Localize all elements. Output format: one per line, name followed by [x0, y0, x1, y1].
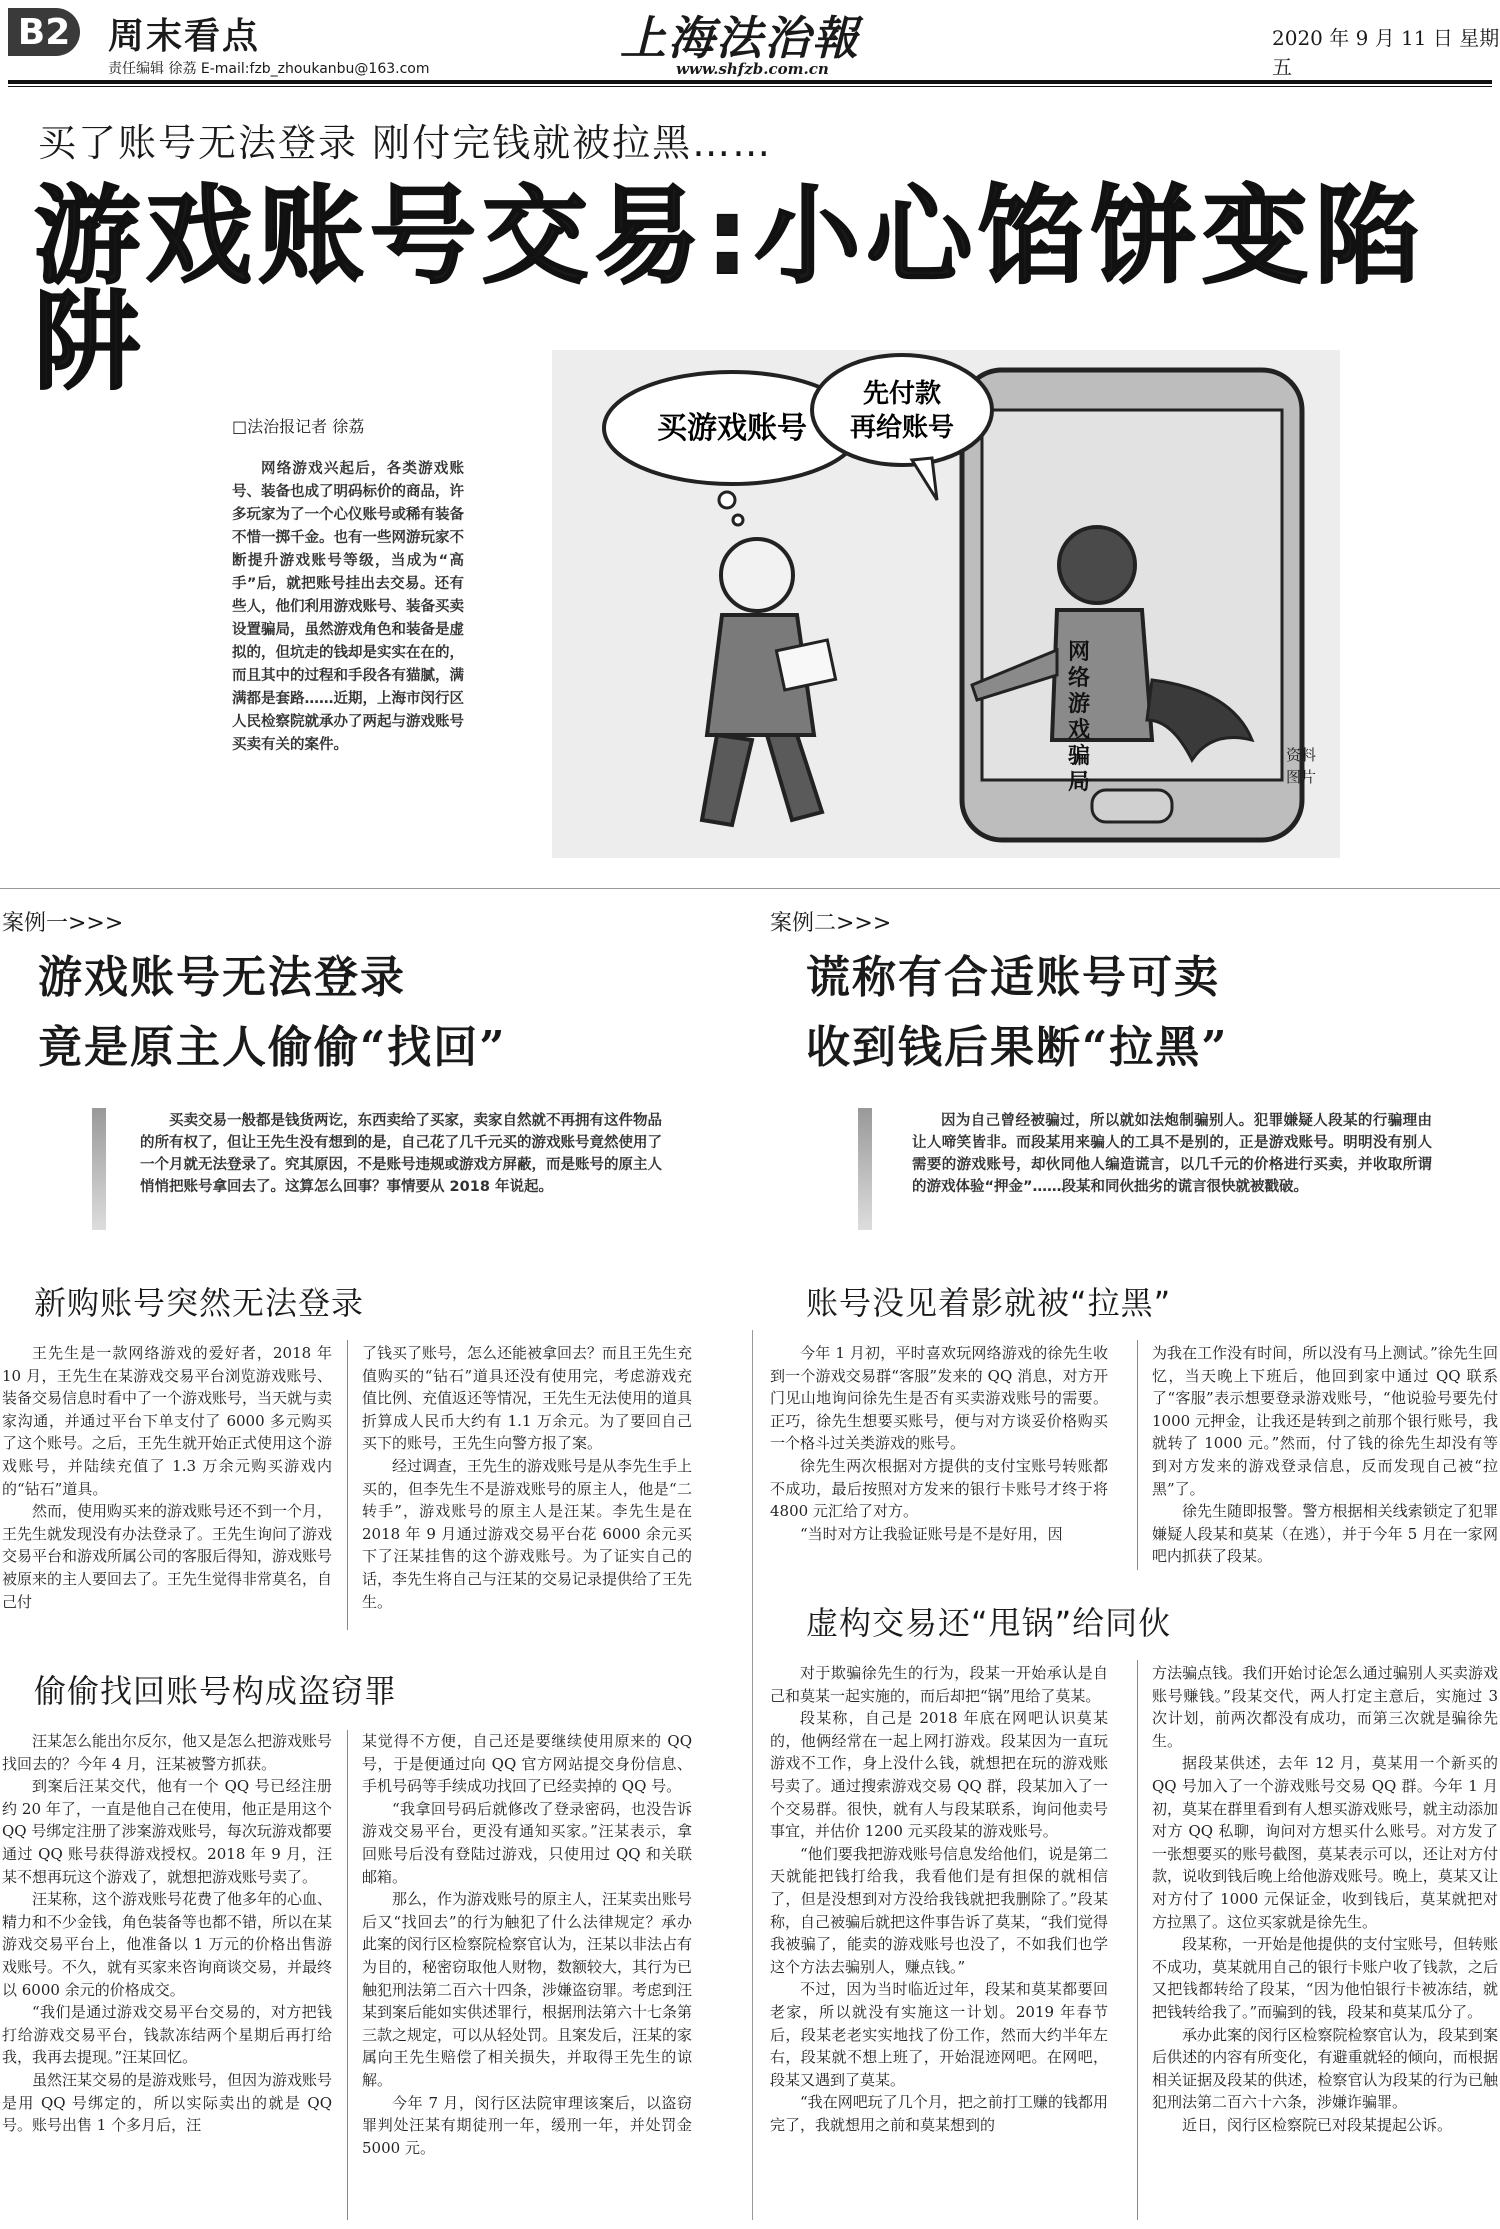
- paragraph: 到案后汪某交代，他有一个 QQ 号已经注册约 20 年了，一直是他自己在使用，他正是用这个 QQ 号绑定注册了涉案游戏账号，每次玩游戏都要通过 QQ 账号获得游戏授权。2018 年 9 月，汪某不想再玩这个游戏了，就想把游戏账号卖了。: [2, 1777, 332, 1886]
- case2-sub2-column-1: [770, 1662, 1108, 2136]
- intro-paragraph: 网络游戏兴起后，各类游戏账号、装备也成了明码标价的商品，许多玩家为了一个心仪账号或稀有装备不惜一掷千金。也有一些网游玩家不断提升游戏账号等级，当成为“高手”后，就把账号挂出去交易。还有些人，他们利用游戏账号、装备买卖设置骗局，虽然游戏角色和装备是虚拟的，但坑走的钱却是实实在在的，而且其中的过程和手段各有猫腻，满满都是套路……近期，上海市闵行区人民检察院就承办了两起与游戏账号买卖有关的案件。: [232, 461, 464, 753]
- paragraph: 虽然汪某交易的是游戏账号，但因为游戏账号是用 QQ 号绑定的，所以实际卖出的就是 QQ 号。账号出售 1 个多月后，汪: [2, 2070, 333, 2135]
- case1-title-line2: 竟是原主人偷偷“找回”: [38, 1022, 507, 1073]
- page-number-badge: B2: [8, 8, 80, 56]
- paragraph: 承办此案的闵行区检察院检察官认为，段某到案后供述的内容有所变化，有避重就轻的倾向，而根据相关证据及段某的供述，检察官认为段某的行为已触犯刑法第二百六十六条，涉嫌诈骗罪。: [1152, 2025, 1498, 2112]
- case2-subhead-2: 虚构交易还“甩锅”给同伙: [806, 1604, 1172, 1642]
- speech-bubble-right: [812, 355, 992, 465]
- paragraph: 不过，因为当时临近过年，段某和莫某都要回老家，所以就没有实施这一计划。2019 年春节后，段某老老实实地找了份工作，然而大约半年左右，段某就不想上班了，开始混迹网吧。在网吧，段某又遇到了莫某。: [770, 1980, 1108, 2089]
- case2-summary-bar: [858, 1108, 872, 1230]
- column-rule: [347, 1340, 348, 1630]
- bubble-right-text-1: 先付款: [862, 379, 942, 409]
- paragraph: 徐先生两次根据对方提供的支付宝账号转账都不成功，最后按照对方发来的银行卡账号才终于将 4800 元汇给了对方。: [770, 1456, 1108, 1521]
- header-rule-thin: [8, 86, 1492, 87]
- paragraph: “当时对方让我验证账号是不是好用，因: [800, 1524, 1063, 1543]
- paragraph: “我们是通过游戏交易平台交易的，对方把钱打给游戏交易平台，钱款冻结两个星期后再打给我，我再去提现。”汪某回忆。: [2, 2003, 332, 2067]
- paragraph: “我拿回号码后就修改了登录密码，也没告诉游戏交易平台，更没有通知买家。”汪某表示，拿回账号后没有登陆过游戏，只使用过 QQ 和关联邮箱。: [362, 1799, 692, 1886]
- cartoon-drawing: [552, 350, 1340, 858]
- paragraph: 为我在工作没有时间，所以没有马上测试。”徐先生回忆，当天晚上下班后，他回到家中通过 QQ 联系了“客服”表示想要登录游戏账号，“他说验号要先付 1000 元押金，让我还是转到之前那个银行账号，我就转了 1000 元。”然而，付了钱的徐先生却没有等到对方发来的游戏登录信息，反而发现自己被“拉黑”了。: [1152, 1344, 1498, 1498]
- image-credit: 资料图片: [1286, 746, 1317, 786]
- paragraph: 今年 7 月，闵行区法院审理该案后，以盗窃罪判处汪某有期徒刑一年，缓刑一年，并处罚金 5000 元。: [362, 2093, 692, 2157]
- header-rule: [8, 80, 1492, 84]
- section-title: 周末看点: [108, 16, 261, 57]
- bubble-left-text: 买游戏账号: [657, 411, 807, 446]
- paragraph: 经过调查，王先生的游戏账号是从李先生手上买的，但李先生不是游戏账号的原主人，他是“二转手”，游戏账号的原主人是汪某。李先生是在 2018 年 9 月通过游戏交易平台花 6000 余元买下了汪某挂售的这个游戏账号。为了证实自己的话，李先生将自己与汪某的交易记录提供给了王先生。: [362, 1456, 693, 1611]
- paragraph: 徐先生随即报警。警方根据相关线索锁定了犯罪嫌疑人段某和莫某（在逃），并于今年 5 月在一家网吧内抓获了段某。: [1152, 1502, 1498, 1566]
- case1-summary-bar: [92, 1108, 106, 1230]
- paragraph: 某觉得不方便，自己还是要继续使用原来的 QQ 号，于是便通过向 QQ 官方网站提交身份信息、手机号码等手续成功找回了已经卖掉的 QQ 号。: [362, 1732, 692, 1796]
- case2-sub1-column-1: [770, 1342, 1108, 1545]
- editor-line: 责任编辑 徐荔 E-mail:fzb_zhoukanbu@163.com: [108, 61, 430, 77]
- case1-subhead-2: 偷偷找回账号构成盗窃罪: [34, 1672, 398, 1710]
- paragraph: 段某称，自己是 2018 年底在网吧认识莫某的，他俩经常在一起上网打游戏。段某因为一直玩游戏不工作，身上没什么钱，就想把在玩的游戏账号卖了。通过搜索游戏交易 QQ 群，段某加入了一个交易群。很快，就有人与段某联系，询问他卖号事宜，并估价 1200 元买段某的游戏账号。: [770, 1709, 1108, 1841]
- issue-date: 2020 年 9 月 11 日 星期五: [1272, 26, 1500, 79]
- cash-bundle: [776, 640, 835, 690]
- column-rule: [347, 1730, 348, 2220]
- case1-sub1-column-2: [362, 1342, 692, 1613]
- website-link[interactable]: www.shfzb.com.cn: [676, 60, 829, 78]
- paragraph: 近日，闵行区检察院已对段某提起公诉。: [1182, 2115, 1453, 2134]
- case2-summary: 因为自己曾经被骗过，所以就如法炮制骗别人。犯罪嫌疑人段某的行骗理由让人啼笑皆非。而段某用来骗人的工具不是别的，正是游戏账号。明明没有别人需要的游戏账号，却伙同他人编造谎言，以几千元的价格进行买卖，并收取所谓的游戏体验“押金”……段某和同伙拙劣的谎言很快就被戳破。: [912, 1113, 1432, 1195]
- paragraph: 据段某供述，去年 12 月，莫某用一个新买的 QQ 号加入了一个游戏账号交易 QQ 群。今年 1 月初，莫某在群里看到有人想买游戏账号，就主动添加对方 QQ 私聊，询问对方想买什么账号。对方发了一张想要买的账号截图，莫某表示可以，还让对方付款，说收到钱后晚上给他游戏账号。晚上，莫某又让对方付了 1000 元保证金，收到钱后，莫某就把对方拉黑了。这位买家就是徐先生。: [1152, 1754, 1498, 1931]
- byline: □法治报记者 徐荔: [232, 417, 365, 436]
- case1-label: 案例一>>>: [2, 911, 124, 936]
- newspaper-masthead: 上海法治報: [620, 11, 860, 65]
- case2-sub2-column-2: [1152, 1662, 1498, 2136]
- case-divider: [752, 1330, 753, 2220]
- column-rule: [1137, 1340, 1138, 1570]
- case1-title-line1: 游戏账号无法登录: [38, 952, 406, 1003]
- paragraph: 那么，作为游戏账号的原主人，汪某卖出账号后又“找回去”的行为触犯了什么法律规定？承办此案的闵行区检察院检察官认为，汪某以非法占有为目的，秘密窃取他人财物，数额较大，其行为已触犯刑法第二百六十四条，涉嫌盗窃罪。考虑到汪某到案后能如实供述罪行，根据刑法第六十七条第三款之规定，可以从轻处罚。且案发后，汪某的家属向王先生赔偿了相关损失，并取得王先生的谅解。: [362, 1890, 693, 2089]
- paragraph: 了钱买了账号，怎么还能被拿回去？而且王先生充值购买的“钻石”道具还没有使用完，考虑游戏充值比例、充值返还等情况，王先生无法使用的道具折算成人民币大约有 1.1 万余元。为了要回自己买下的账号，王先生向警方报了案。: [362, 1344, 693, 1453]
- paragraph: 汪某称，这个游戏账号花费了他多年的心血、精力和不少金钱，角色装备等也都不错，所以在某游戏交易平台上，他准备以 1 万元的价格出售游戏账号。不久，就有买家来咨询商谈交易，并最终以 6000 余元的价格成交。: [2, 1890, 333, 1999]
- case1-sub2-column-1: [2, 1730, 332, 2137]
- phone-home-button: [1092, 790, 1172, 822]
- main-headline: 游戏账号交易:小心馅饼变陷阱: [34, 175, 1427, 404]
- case1-summary: 买卖交易一般都是钱货两讫，东西卖给了买家，卖家自然就不再拥有这件物品的所有权了，但让王先生没有想到的是，自己花了几千元买的游戏账号竟然使用了一个月就无法登录了。究其原因，不是账号违规或游戏方屏蔽，而是账号的原主人悄悄把账号拿回去了。这算怎么回事？事情要从 2018 年说起。: [140, 1113, 662, 1195]
- paragraph: 方法骗点钱。我们开始讨论怎么通过骗别人买卖游戏账号赚钱。”段某交代，两人打定主意后，实施过 3 次计划，前两次都没有成功，而第三次就是骗徐先生。: [1152, 1664, 1498, 1750]
- case1-subhead-1: 新购账号突然无法登录: [34, 1284, 365, 1322]
- paragraph: 段某称，一开始是他提供的支付宝账号，但转账不成功，莫某就用自己的银行卡账户收了钱款，之后又把钱都转给了段某，“因为他怕银行卡被冻结，就把钱转给我了。”而骗到的钱，段某和莫某瓜分了。: [1152, 1935, 1498, 2021]
- case1-sub2-column-2: [362, 1730, 692, 2159]
- paragraph: 今年 1 月初，平时喜欢玩网络游戏的徐先生收到一个游戏交易群“客服”发来的 QQ 消息，对方开门见山地询问徐先生是否有买卖游戏账号的需要。正巧，徐先生想要买账号，便与对方谈妥价格购买一个格斗过关类游戏的账号。: [770, 1344, 1108, 1453]
- cartoon-illustration: [552, 350, 1340, 858]
- phone-label-text: 网络游戏骗局: [1068, 640, 1091, 795]
- paragraph: 汪某怎么能出尔反尔，他又是怎么把游戏账号找回去的？今年 4 月，汪某被警方抓获。: [2, 1732, 333, 1773]
- buyer-head: [721, 539, 793, 611]
- case2-title-line2: 收到钱后果断“拉黑”: [806, 1022, 1229, 1073]
- case1-sub1-column-1: [2, 1342, 332, 1613]
- case2-label: 案例二>>>: [770, 911, 892, 936]
- paragraph: “我在网吧玩了几个月，把之前打工赚的钱都用完了，我就想用之前和莫某想到的: [770, 2093, 1108, 2134]
- section-divider: [0, 888, 1500, 889]
- case2-title-line1: 谎称有合适账号可卖: [806, 952, 1220, 1003]
- headline-kicker: 买了账号无法登录 刚付完钱就被拉黑……: [38, 121, 773, 165]
- bubble-right-text-2: 再给账号: [849, 413, 955, 443]
- paragraph: 然而，使用购买来的游戏账号还不到一个月，王先生就发现没有办法登录了。王先生询问了游戏交易平台和游戏所属公司的客服后得知，游戏账号被原来的主人要回去了。王先生觉得非常莫名，自己付: [2, 1502, 333, 1611]
- case2-sub1-column-2: [1152, 1342, 1498, 1568]
- case2-subhead-1: 账号没见着影就被“拉黑”: [806, 1284, 1172, 1322]
- scammer-head: [1059, 527, 1135, 603]
- column-rule: [1137, 1660, 1138, 2220]
- paragraph: 王先生是一款网络游戏的爱好者，2018 年 10 月，王先生在某游戏交易平台浏览游戏账号、装备交易信息时看中了一个游戏账号，当天就与卖家沟通，并通过平台下单支付了 6000 多元购买了这个账号。之后，王先生就开始正式使用这个游戏账号，并陆续充值了 1.3 万余元购买游戏内的“钻石”道具。: [2, 1344, 333, 1498]
- paragraph: 对于欺骗徐先生的行为，段某一开始承认是自己和莫某一起实施的，而后却把“锅”甩给了莫某。: [770, 1664, 1108, 1705]
- paragraph: “他们要我把游戏账号信息发给他们，说是第二天就能把钱打给我，我看他们是有担保的就相信了，但是没想到对方没给我钱就把我删除了。”段某称，自己被骗后就把这件事告诉了莫某，“我们觉得我被骗了，能卖的游戏账号也没了，不如我们也学这个方法去骗别人，赚点钱。”: [770, 1844, 1108, 1976]
